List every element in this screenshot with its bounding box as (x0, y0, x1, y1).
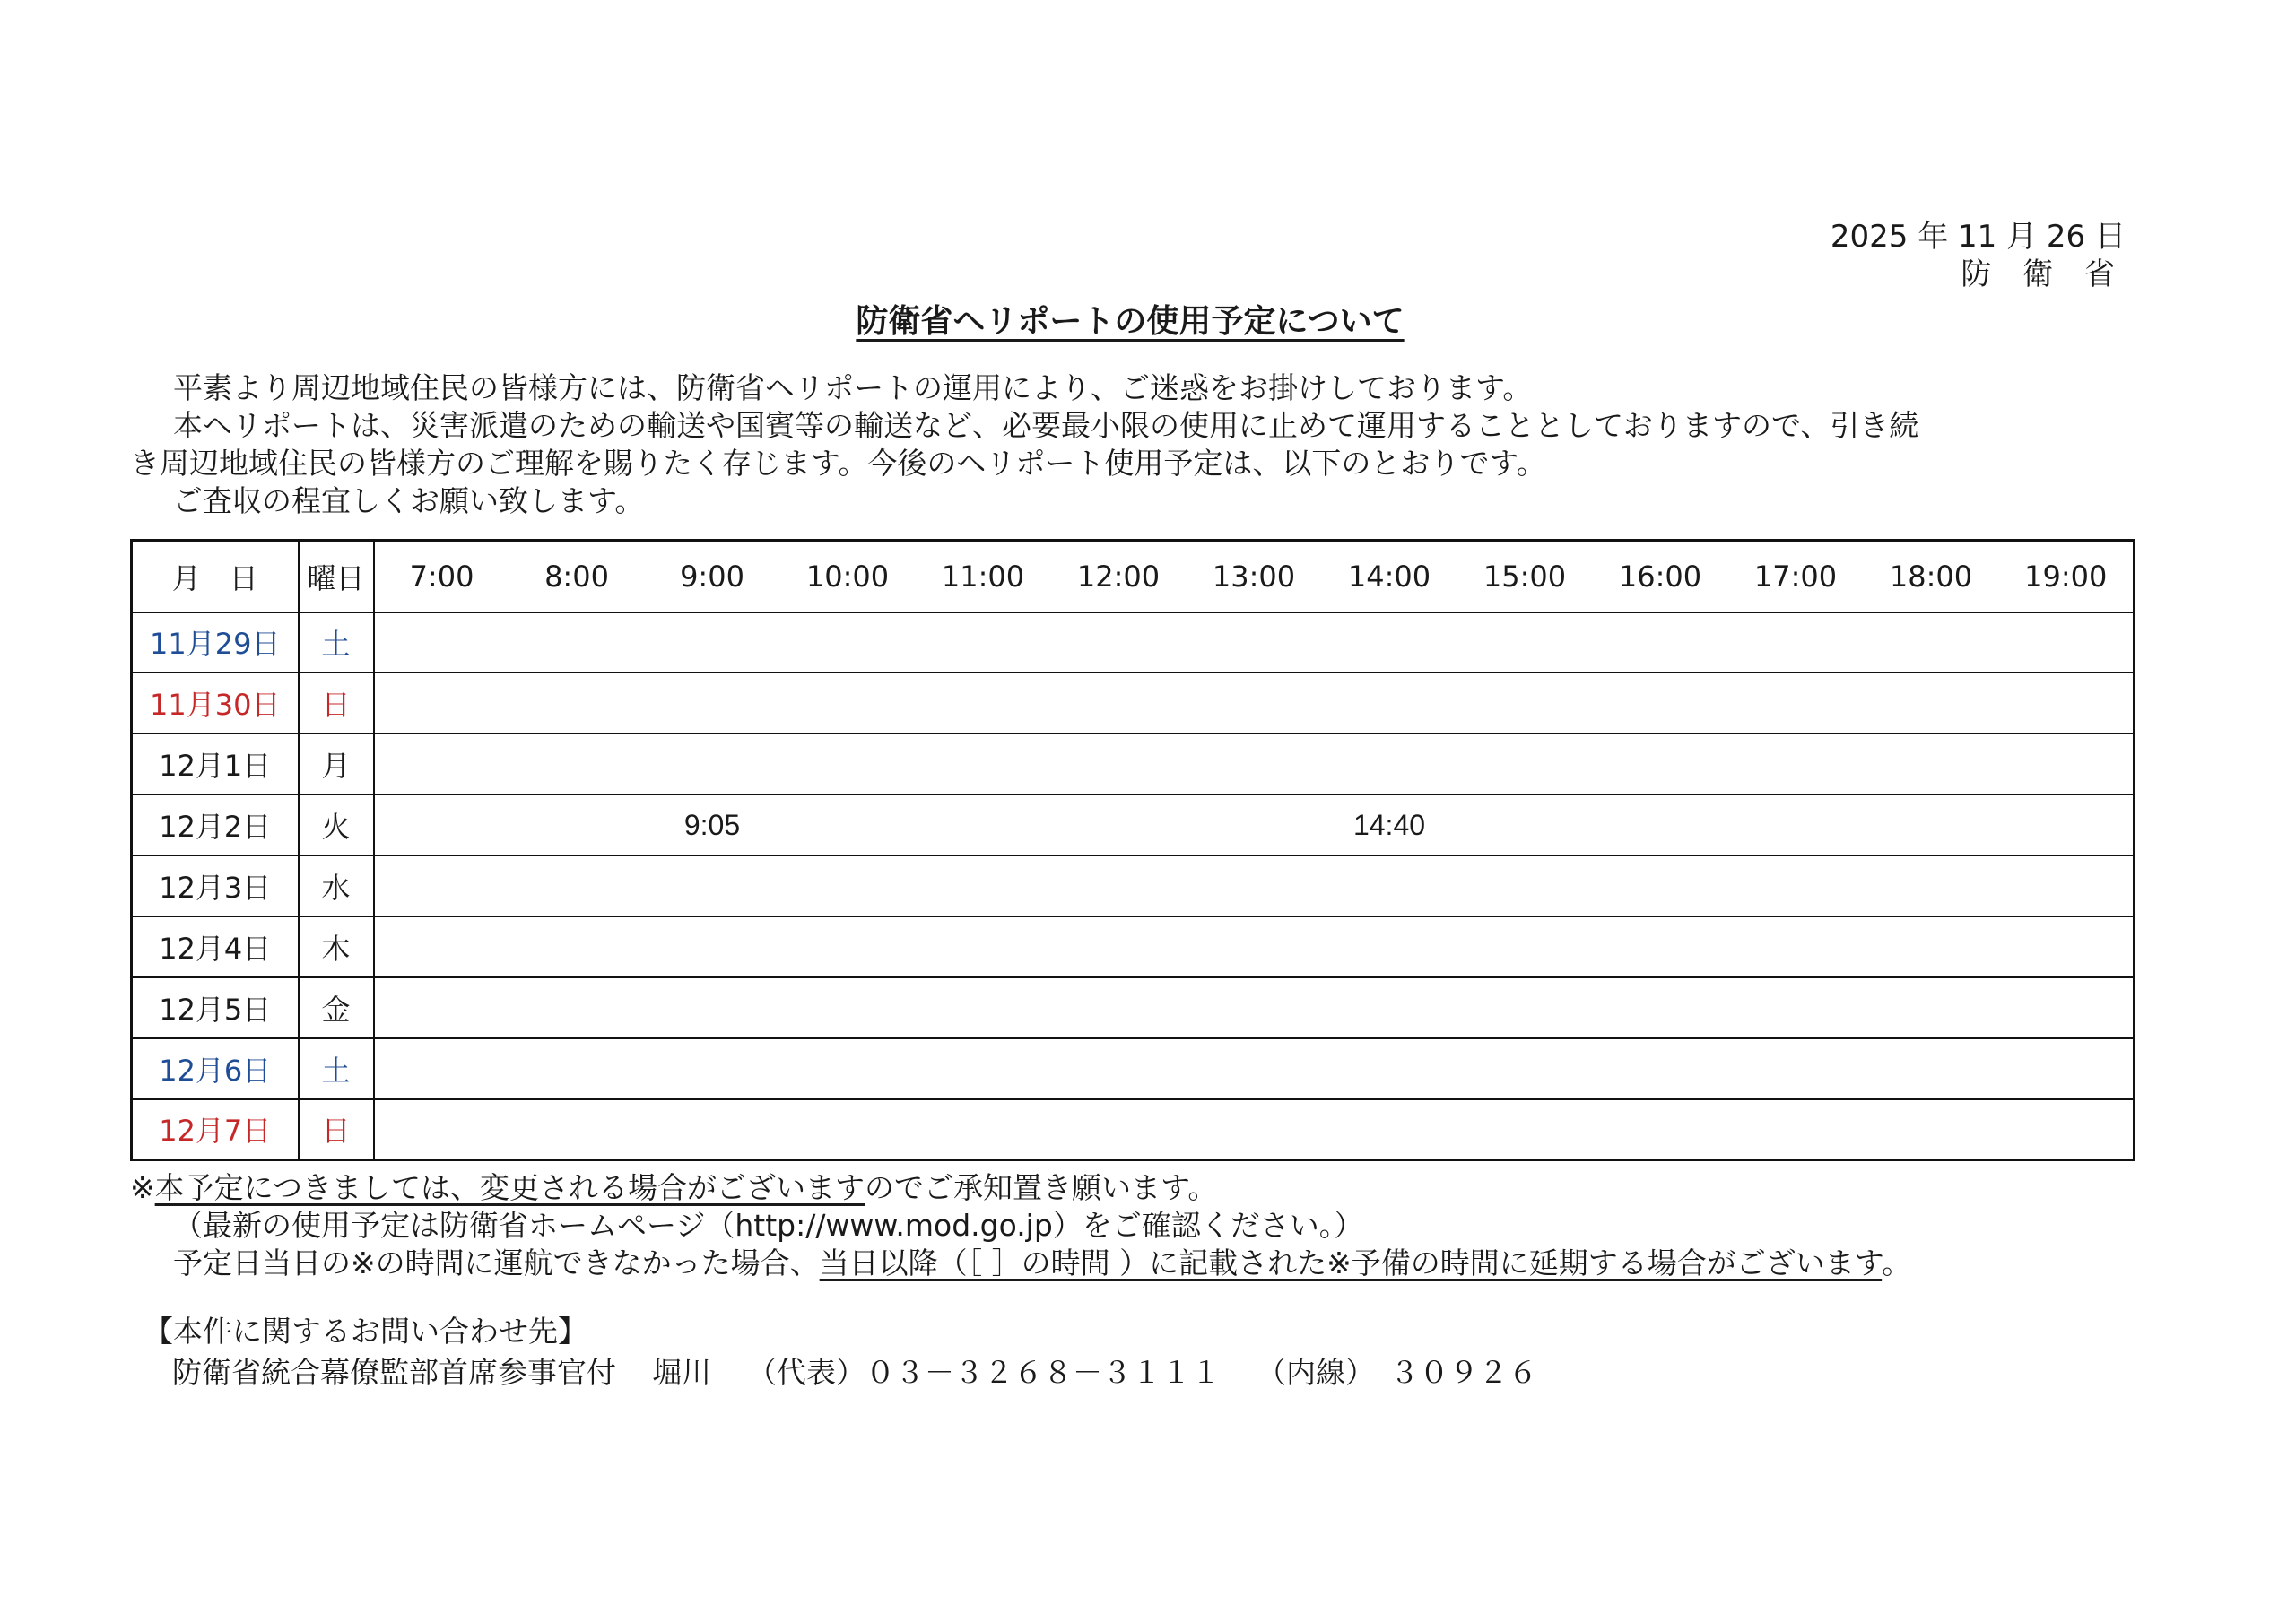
schedule-date: 12月5日 (132, 977, 299, 1038)
time-slot (645, 1099, 780, 1160)
time-slot (1187, 733, 1322, 794)
time-slot (645, 733, 780, 794)
time-slot (1187, 794, 1322, 855)
time-slot (1593, 916, 1728, 977)
time-column-header: 16:00 (1593, 541, 1728, 612)
time-slot (780, 612, 916, 673)
time-slot (1728, 1038, 1864, 1099)
time-slot (916, 855, 1051, 916)
time-slot (645, 612, 780, 673)
time-slot (374, 977, 509, 1038)
time-slot (1728, 794, 1864, 855)
time-slot (1864, 977, 1999, 1038)
time-column-header: 13:00 (1187, 541, 1322, 612)
intro-text (130, 369, 2139, 520)
time-slot (780, 733, 916, 794)
time-slot (1728, 1099, 1864, 1160)
contact-person: 堀川 (652, 1355, 711, 1390)
time-slot (780, 977, 916, 1038)
time-slot (1457, 1099, 1593, 1160)
contact-extension: （内線） ３０９２６ (1257, 1355, 1538, 1390)
time-slot (916, 612, 1051, 673)
note-postponement-underlined: 当日以降（［ ］の時間 ）に記載された※予備の時間に延期する場合がございます (819, 1245, 1883, 1280)
time-slot (1457, 673, 1593, 733)
time-column-header: 12:00 (1051, 541, 1187, 612)
schedule-date: 12月1日 (132, 733, 299, 794)
time-slot (1187, 1038, 1322, 1099)
time-slot (916, 794, 1051, 855)
time-slot (1187, 916, 1322, 977)
time-slot (916, 1038, 1051, 1099)
time-slot (780, 1099, 916, 1160)
time-slot (1864, 855, 1999, 916)
time-slot (780, 794, 916, 855)
time-slot (509, 916, 645, 977)
time-slot (1593, 794, 1728, 855)
time-slot (509, 673, 645, 733)
intro-paragraph-3: ご査収の程宜しくお願い致します。 (173, 483, 645, 518)
time-slot (509, 855, 645, 916)
time-slot (1051, 673, 1187, 733)
contact-details (144, 1352, 1538, 1393)
time-column-header: 7:00 (374, 541, 509, 612)
time-slot (1457, 733, 1593, 794)
note-website: （最新の使用予定は防衛省ホームページ（http://www.mod.go.jp）をご確認ください。） (173, 1208, 1364, 1243)
note-mark: ※ (130, 1170, 155, 1205)
time-slot (645, 1038, 780, 1099)
time-slot (780, 1038, 916, 1099)
time-slot (1999, 612, 2135, 673)
schedule-weekday: 土 (299, 612, 374, 673)
schedule-weekday: 日 (299, 673, 374, 733)
schedule-weekday: 土 (299, 1038, 374, 1099)
flight-time: 14:40 (1322, 794, 1457, 855)
time-slot (374, 612, 509, 673)
schedule-date: 12月2日 (132, 794, 299, 855)
time-slot (1322, 673, 1457, 733)
contact-phone: （代表）０３－３２６８－３１１１ (747, 1355, 1221, 1390)
schedule-row (132, 977, 2135, 1038)
time-slot (1864, 794, 1999, 855)
schedule-date: 12月7日 (132, 1099, 299, 1160)
time-slot (509, 1038, 645, 1099)
contact-heading: 【本件に関するお問い合わせ先】 (144, 1314, 587, 1349)
time-slot (1051, 977, 1187, 1038)
note-postponement (130, 1245, 2193, 1282)
time-slot (1187, 1099, 1322, 1160)
time-slot (1322, 612, 1457, 673)
time-slot (1322, 733, 1457, 794)
time-slot (1864, 733, 1999, 794)
time-slot (1728, 673, 1864, 733)
time-slot (1051, 916, 1187, 977)
time-slot (780, 916, 916, 977)
time-column-header: 18:00 (1864, 541, 1999, 612)
schedule-weekday: 水 (299, 855, 374, 916)
intro-paragraph-2-line-2: き周辺地域住民の皆様方のご理解を賜りたく存じます。今後のヘリポート使用予定は、以下のとおりです。 (130, 446, 1546, 481)
time-slot (1593, 673, 1728, 733)
schedule-weekday: 火 (299, 794, 374, 855)
time-slot (1999, 1038, 2135, 1099)
time-slot (374, 1099, 509, 1160)
time-slot (1322, 977, 1457, 1038)
time-slot (916, 977, 1051, 1038)
time-slot (1593, 977, 1728, 1038)
time-slot (374, 673, 509, 733)
time-slot (509, 612, 645, 673)
time-column-header: 14:00 (1322, 541, 1457, 612)
schedule-row (132, 612, 2135, 673)
time-slot (1187, 855, 1322, 916)
note-change-notice (130, 1169, 2193, 1207)
time-slot (1051, 794, 1187, 855)
schedule-weekday: 金 (299, 977, 374, 1038)
schedule-date: 12月6日 (132, 1038, 299, 1099)
time-slot (1864, 612, 1999, 673)
note-change-underlined: 本予定につきましては、変更される場合がございます (154, 1170, 865, 1205)
time-slot (1999, 794, 2135, 855)
time-slot (1999, 855, 2135, 916)
time-slot (1051, 733, 1187, 794)
time-slot (1457, 612, 1593, 673)
time-slot (1728, 855, 1864, 916)
document-date: 2025 年 11 月 26 日 (1830, 219, 2126, 255)
schedule-row (132, 794, 2135, 855)
time-slot (1051, 1038, 1187, 1099)
time-slot (780, 855, 916, 916)
time-slot (509, 794, 645, 855)
time-slot (1999, 733, 2135, 794)
heliport-schedule-table (130, 539, 2135, 1161)
time-slot (1187, 612, 1322, 673)
time-slot (1593, 612, 1728, 673)
time-slot (1728, 612, 1864, 673)
note-change-rest: のでご承知置き願います。 (865, 1170, 1218, 1205)
time-slot (1864, 673, 1999, 733)
schedule-row (132, 855, 2135, 916)
schedule-header-row (132, 541, 2135, 612)
time-slot (1864, 1038, 1999, 1099)
time-slot (374, 916, 509, 977)
schedule-date: 11月30日 (132, 673, 299, 733)
time-slot (645, 977, 780, 1038)
time-slot (1322, 1099, 1457, 1160)
notes-section (130, 1169, 2193, 1282)
time-slot (1322, 855, 1457, 916)
schedule-row (132, 673, 2135, 733)
time-slot (374, 794, 509, 855)
time-slot (509, 1099, 645, 1160)
time-slot (1728, 916, 1864, 977)
time-slot (1864, 1099, 1999, 1160)
schedule-weekday: 月 (299, 733, 374, 794)
schedule-date: 12月4日 (132, 916, 299, 977)
time-slot (1457, 977, 1593, 1038)
time-slot (1864, 916, 1999, 977)
time-slot (1593, 1099, 1728, 1160)
time-slot (1051, 855, 1187, 916)
issuing-organization: 防 衛 省 (1961, 256, 2126, 292)
schedule-weekday: 日 (299, 1099, 374, 1160)
time-slot (374, 1038, 509, 1099)
time-slot (1187, 673, 1322, 733)
schedule-date: 11月29日 (132, 612, 299, 673)
time-slot (1728, 733, 1864, 794)
contact-office: 防衛省統合幕僚監部首席参事官付 (172, 1355, 616, 1390)
time-slot (916, 1099, 1051, 1160)
time-slot (509, 733, 645, 794)
schedule-row (132, 1038, 2135, 1099)
time-slot (916, 673, 1051, 733)
time-column-header: 10:00 (780, 541, 916, 612)
schedule-row (132, 916, 2135, 977)
time-slot (916, 733, 1051, 794)
time-column-header: 9:00 (645, 541, 780, 612)
time-slot (1999, 977, 2135, 1038)
time-slot (1457, 855, 1593, 916)
time-column-header: 11:00 (916, 541, 1051, 612)
time-column-header: 19:00 (1999, 541, 2135, 612)
time-slot (1457, 916, 1593, 977)
date-column-header: 月 日 (132, 541, 299, 612)
schedule-row (132, 733, 2135, 794)
time-slot (916, 916, 1051, 977)
time-slot (1999, 1099, 2135, 1160)
time-slot (374, 733, 509, 794)
note-postponement-end: 。 (1882, 1245, 1912, 1280)
schedule-weekday: 木 (299, 916, 374, 977)
time-column-header: 15:00 (1457, 541, 1593, 612)
time-slot (1457, 794, 1593, 855)
time-slot (645, 916, 780, 977)
time-slot (1457, 1038, 1593, 1099)
time-slot (1051, 612, 1187, 673)
time-slot (1593, 733, 1728, 794)
time-slot (1593, 855, 1728, 916)
time-slot (1728, 977, 1864, 1038)
time-slot (645, 673, 780, 733)
schedule-row (132, 1099, 2135, 1160)
note-postponement-part1: 予定日当日の※の時間に運航できなかった場合、 (173, 1245, 820, 1280)
intro-paragraph-2-line-1: 本ヘリポートは、災害派遣のための輸送や国賓等の輸送など、必要最小限の使用に止めて運用することとしておりますので、引き続 (173, 408, 1919, 443)
time-slot (1322, 1038, 1457, 1099)
intro-paragraph-1: 平素より周辺地域住民の皆様方には、防衛省ヘリポートの運用により、ご迷惑をお掛けしております。 (173, 370, 1533, 405)
weekday-column-header: 曜日 (299, 541, 374, 612)
time-slot (645, 855, 780, 916)
time-slot (509, 977, 645, 1038)
schedule-date: 12月3日 (132, 855, 299, 916)
time-slot (1051, 1099, 1187, 1160)
time-slot (1593, 1038, 1728, 1099)
contact-section (144, 1311, 1538, 1393)
time-slot (780, 673, 916, 733)
document-title: 防衛省ヘリポートの使用予定について (856, 303, 1405, 340)
time-slot (374, 855, 509, 916)
time-column-header: 17:00 (1728, 541, 1864, 612)
flight-time: 9:05 (645, 794, 780, 855)
time-slot (1322, 916, 1457, 977)
time-slot (1999, 673, 2135, 733)
time-slot (1187, 977, 1322, 1038)
time-slot (1999, 916, 2135, 977)
time-column-header: 8:00 (509, 541, 645, 612)
